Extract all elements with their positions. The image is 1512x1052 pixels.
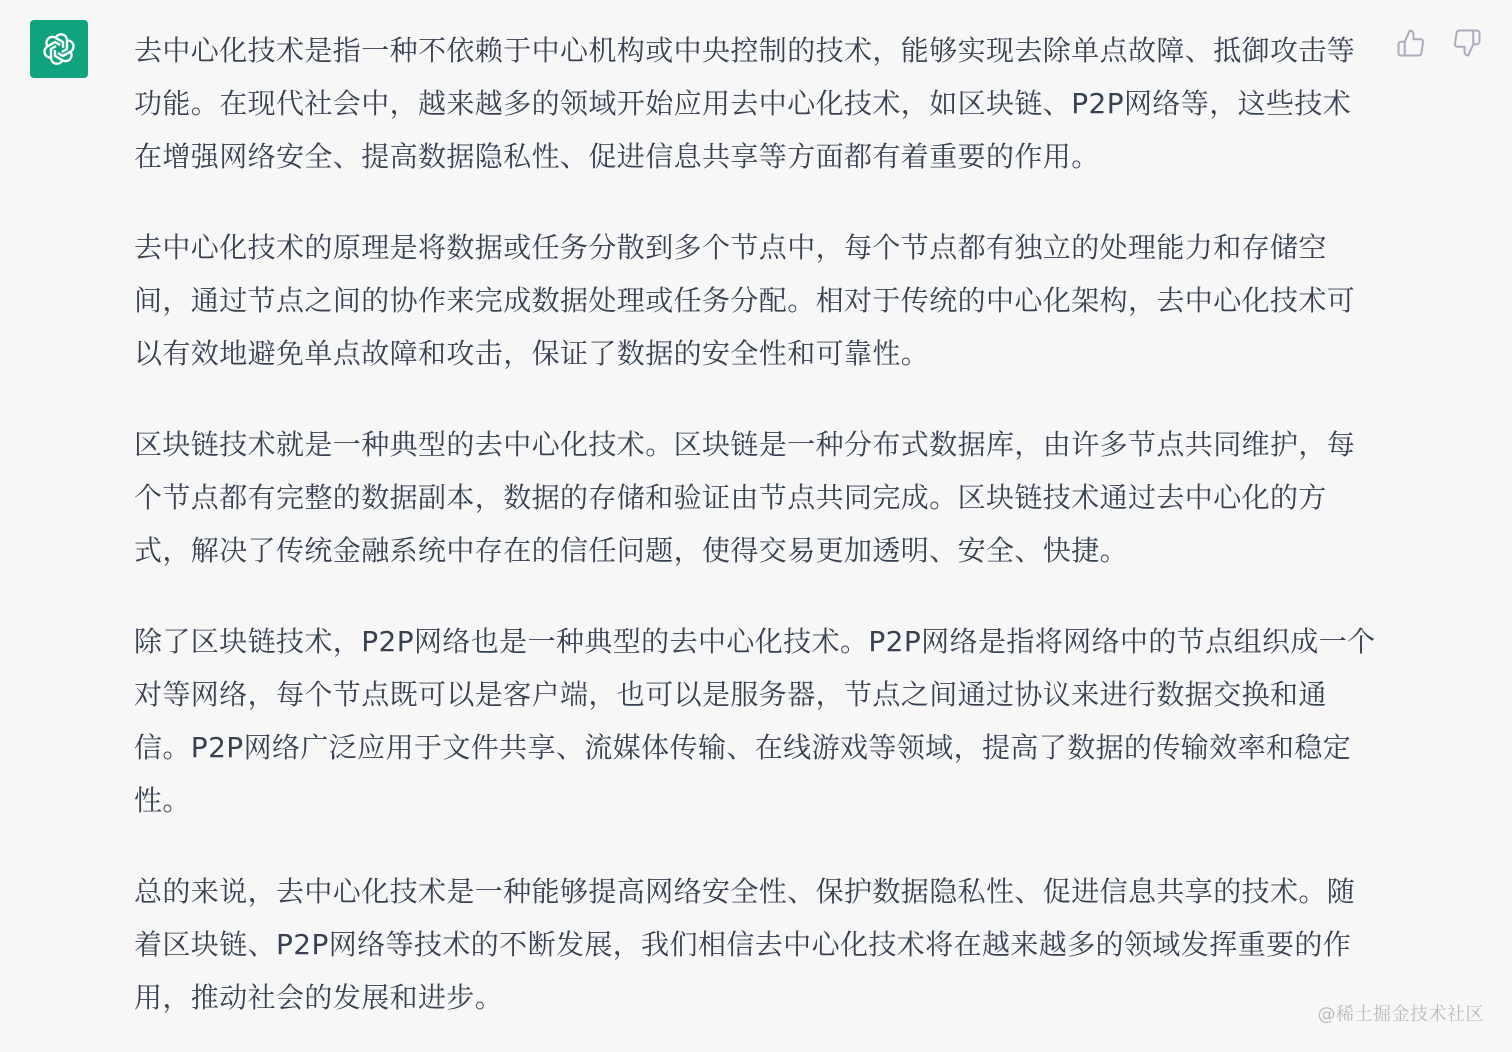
assistant-message: [134, 24, 1379, 1024]
feedback-controls: [1394, 26, 1484, 60]
message-paragraph: 去中心化技术的原理是将数据或任务分散到多个节点中，每个节点都有独立的处理能力和存储空间，通过节点之间的协作来完成数据处理或任务分配。相对于传统的中心化架构，去中心化技术可以有效地避免单点故障和攻击，保证了数据的安全性和可靠性。: [134, 231, 1356, 370]
message-paragraph: 区块链技术就是一种典型的去中心化技术。区块链是一种分布式数据库，由许多节点共同维护，每个节点都有完整的数据副本，数据的存储和验证由节点共同完成。区块链技术通过去中心化的方式，解决了传统金融系统中存在的信任问题，使得交易更加透明、安全、快捷。: [134, 428, 1356, 567]
message-paragraph: 除了区块链技术，P2P网络也是一种典型的去中心化技术。P2P网络是指将网络中的节点组织成一个对等网络，每个节点既可以是客户端，也可以是服务器，节点之间通过协议来进行数据交换和通信。P2P网络广泛应用于文件共享、流媒体传输、在线游戏等领域，提高了数据的传输效率和稳定性。: [134, 625, 1376, 817]
thumbs-up-icon: [1396, 28, 1426, 58]
thumbs-up-button[interactable]: [1394, 26, 1428, 60]
openai-logo-icon: [39, 29, 79, 69]
thumbs-down-button[interactable]: [1450, 26, 1484, 60]
message-paragraph: 去中心化技术是指一种不依赖于中心机构或中央控制的技术，能够实现去除单点故障、抵御攻击等功能。在现代社会中，越来越多的领域开始应用去中心化技术，如区块链、P2P网络等，这些技术在增强网络安全、提高数据隐私性、促进信息共享等方面都有着重要的作用。: [134, 34, 1356, 173]
thumbs-down-icon: [1452, 28, 1482, 58]
assistant-avatar: [30, 20, 88, 78]
message-paragraph: 总的来说，去中心化技术是一种能够提高网络安全性、保护数据隐私性、促进信息共享的技术。随着区块链、P2P网络等技术的不断发展，我们相信去中心化技术将在越来越多的领域发挥重要的作用，推动社会的发展和进步。: [134, 875, 1356, 1014]
watermark: @稀土掘金技术社区: [1317, 1004, 1484, 1025]
